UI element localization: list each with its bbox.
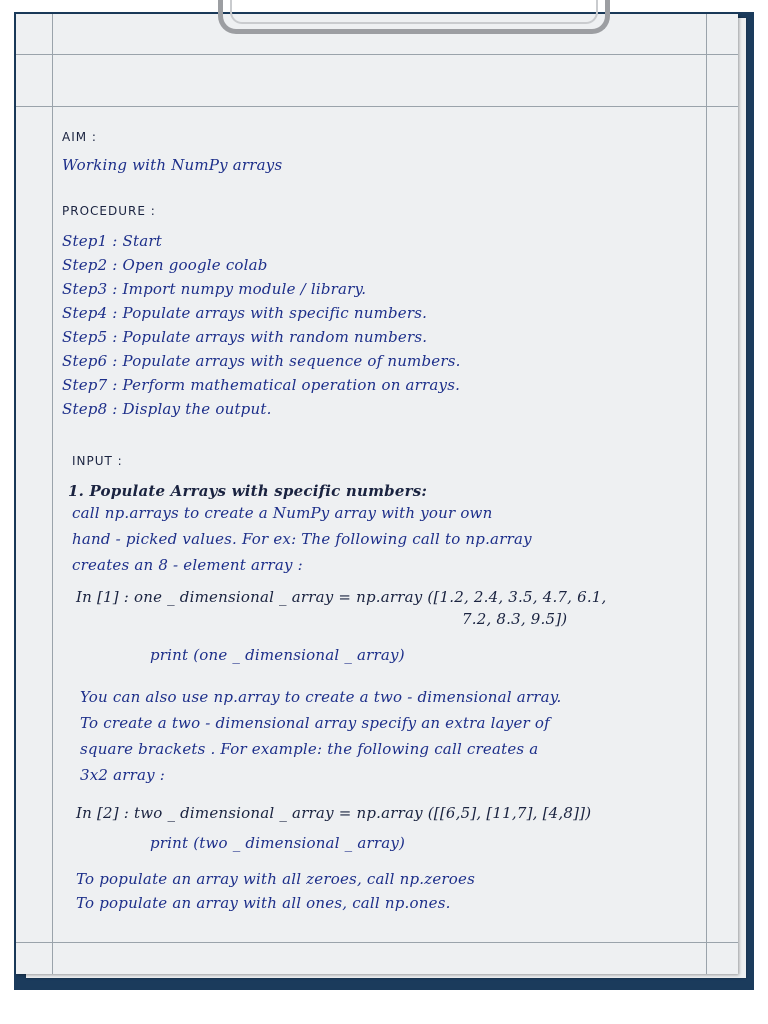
section1-title: 1. Populate Arrays with specific numbers:: [68, 482, 428, 500]
section1-line: creates an 8 - element array :: [72, 556, 303, 574]
procedure-step: Step5 : Populate arrays with random numbers.: [62, 328, 428, 346]
procedure-step: Step6 : Populate arrays with sequence of numbers.: [62, 352, 461, 370]
paragraph2: [62, 686, 712, 790]
final-line: To populate an array with all ones, call np.ones.: [76, 894, 451, 912]
handwritten-notes: [62, 126, 712, 916]
code1-line1: In [1] : one _ dimensional _ array = np.array ([1.2, 2.4, 3.5, 4.7, 6.1,: [76, 588, 607, 606]
code1-line2: 7.2, 8.3, 9.5]): [462, 610, 568, 628]
left-margin-line: [52, 14, 53, 974]
final-line: To populate an array with all zeroes, call np.zeroes: [76, 870, 475, 888]
paragraph2-line: You can also use np.array to create a two - dimensional array.: [80, 688, 562, 706]
section1-line: hand - picked values. For ex: The following call to np.array: [72, 530, 532, 548]
binder-clip-inner: [230, 0, 598, 24]
bottom-margin-line: [16, 942, 738, 943]
procedure-steps: [62, 230, 712, 422]
procedure-step: Step3 : Import numpy module / library.: [62, 280, 367, 298]
header-margin-line: [16, 106, 738, 107]
input-heading: INPUT :: [72, 454, 123, 468]
top-margin-line: [16, 54, 738, 55]
section1-text: [62, 502, 712, 580]
paragraph2-line: 3x2 array :: [80, 766, 166, 784]
final-notes: [62, 868, 712, 916]
procedure-step: Step7 : Perform mathematical operation on arrays.: [62, 376, 461, 394]
aim-heading: AIM :: [62, 130, 97, 144]
code2-print: print (two _ dimensional _ array): [150, 834, 406, 852]
code2-line1: In [2] : two _ dimensional _ array = np.array ([[6,5], [11,7], [4,8]]): [76, 804, 592, 822]
code1-print: print (one _ dimensional _ array): [150, 646, 405, 664]
aim-text: Working with NumPy arrays: [62, 156, 283, 174]
procedure-step: Step2 : Open google colab: [62, 256, 268, 274]
procedure-heading: PROCEDURE :: [62, 204, 156, 218]
paragraph2-line: square brackets . For example: the following call creates a: [80, 740, 539, 758]
procedure-step: Step1 : Start: [62, 232, 162, 250]
section1-line: call np.arrays to create a NumPy array with your own: [72, 504, 493, 522]
procedure-step: Step4 : Populate arrays with specific numbers.: [62, 304, 428, 322]
procedure-step: Step8 : Display the output.: [62, 400, 272, 418]
paragraph2-line: To create a two - dimensional array specify an extra layer of: [80, 714, 550, 732]
